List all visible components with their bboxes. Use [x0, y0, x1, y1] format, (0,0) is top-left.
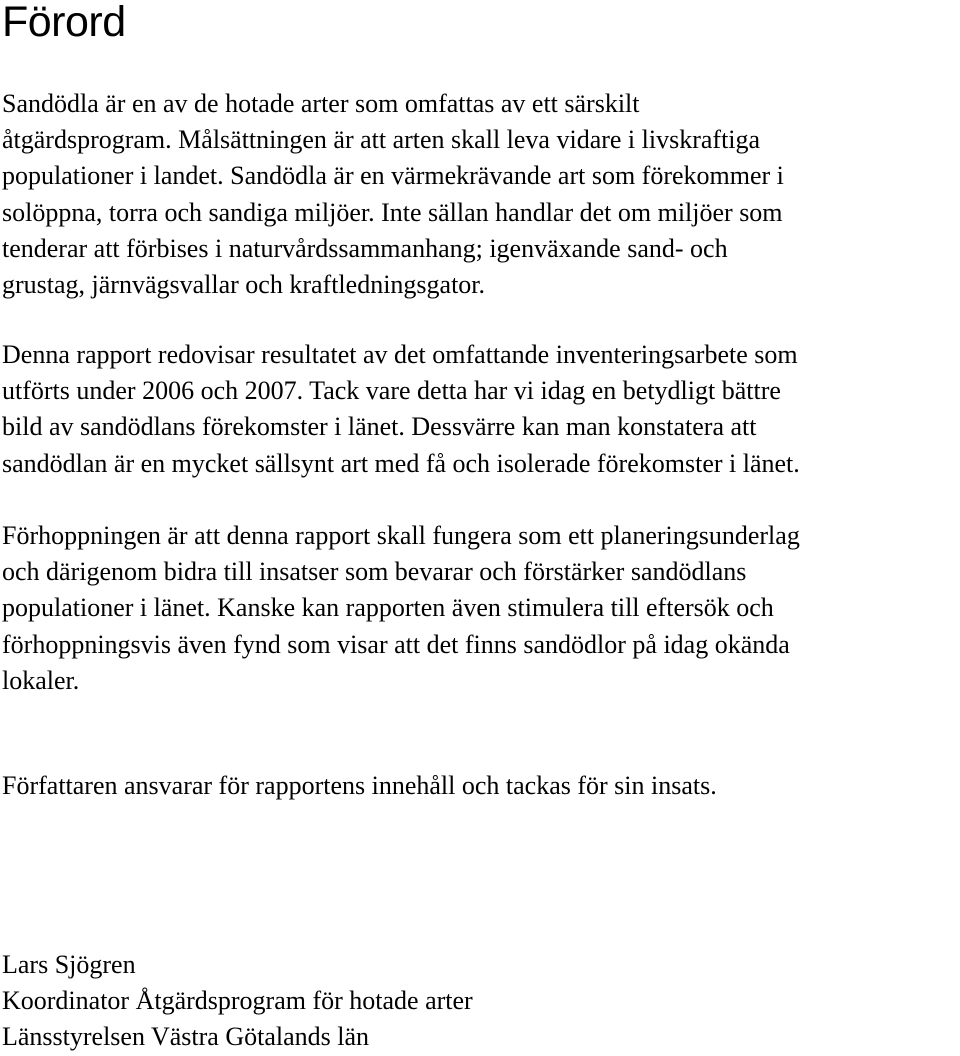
paragraph-author-note [2, 768, 960, 804]
text-line: grustag, järnvägsvallar och kraftledningsgator. [2, 270, 486, 300]
signature-name: Lars Sjögren [2, 950, 136, 979]
paragraph-intro [2, 86, 960, 303]
text-line: lokaler. [2, 665, 80, 695]
paragraph-hopes [2, 518, 960, 699]
signature-organization: Länsstyrelsen Västra Götalands län [2, 1022, 370, 1052]
text-line: åtgärdsprogram. Målsättningen är att arten skall leva vidare i livskraftiga [2, 125, 761, 155]
text-line: och därigenom bidra till insatser som bevarar och förstärker sandödlans [2, 557, 747, 587]
text-line: Förhoppningen är att denna rapport skall fungera som ett planeringsunderlag [2, 521, 800, 550]
text-line: Författaren ansvarar för rapportens innehåll och tackas för sin insats. [2, 771, 717, 800]
text-line: Sandödla är en av de hotade arter som omfattas av ett särskilt [2, 89, 640, 118]
text-line: populationer i länet. Kanske kan rapporten även stimulera till eftersök och [2, 593, 774, 623]
signature-role: Koordinator Åtgärdsprogram för hotade arter [2, 986, 473, 1016]
text-line: tenderar att förbises i naturvårdssammanhang; igenväxande sand- och [2, 233, 728, 263]
text-line: populationer i landet. Sandödla är en värmekrävande art som förekommer i [2, 161, 784, 191]
text-line: sandödlan är en mycket sällsynt art med få och isolerade förekomster i länet. [2, 448, 800, 478]
text-line: utförts under 2006 och 2007. Tack vare detta har vi idag en betydligt bättre [2, 376, 781, 406]
text-line: Denna rapport redovisar resultatet av det omfattande inventeringsarbete som [2, 340, 798, 369]
paragraph-report-results [2, 337, 960, 482]
text-line: solöppna, torra och sandiga miljöer. Inte sällan handlar det om miljöer som [2, 197, 783, 227]
text-line: förhoppningsvis även fynd som visar att det finns sandödlor på idag okända [2, 629, 790, 659]
text-line: bild av sandödlans förekomster i länet. Dessvärre kan man konstatera att [2, 412, 757, 442]
signature-block [2, 947, 960, 1056]
page-title: Förord [2, 0, 126, 46]
